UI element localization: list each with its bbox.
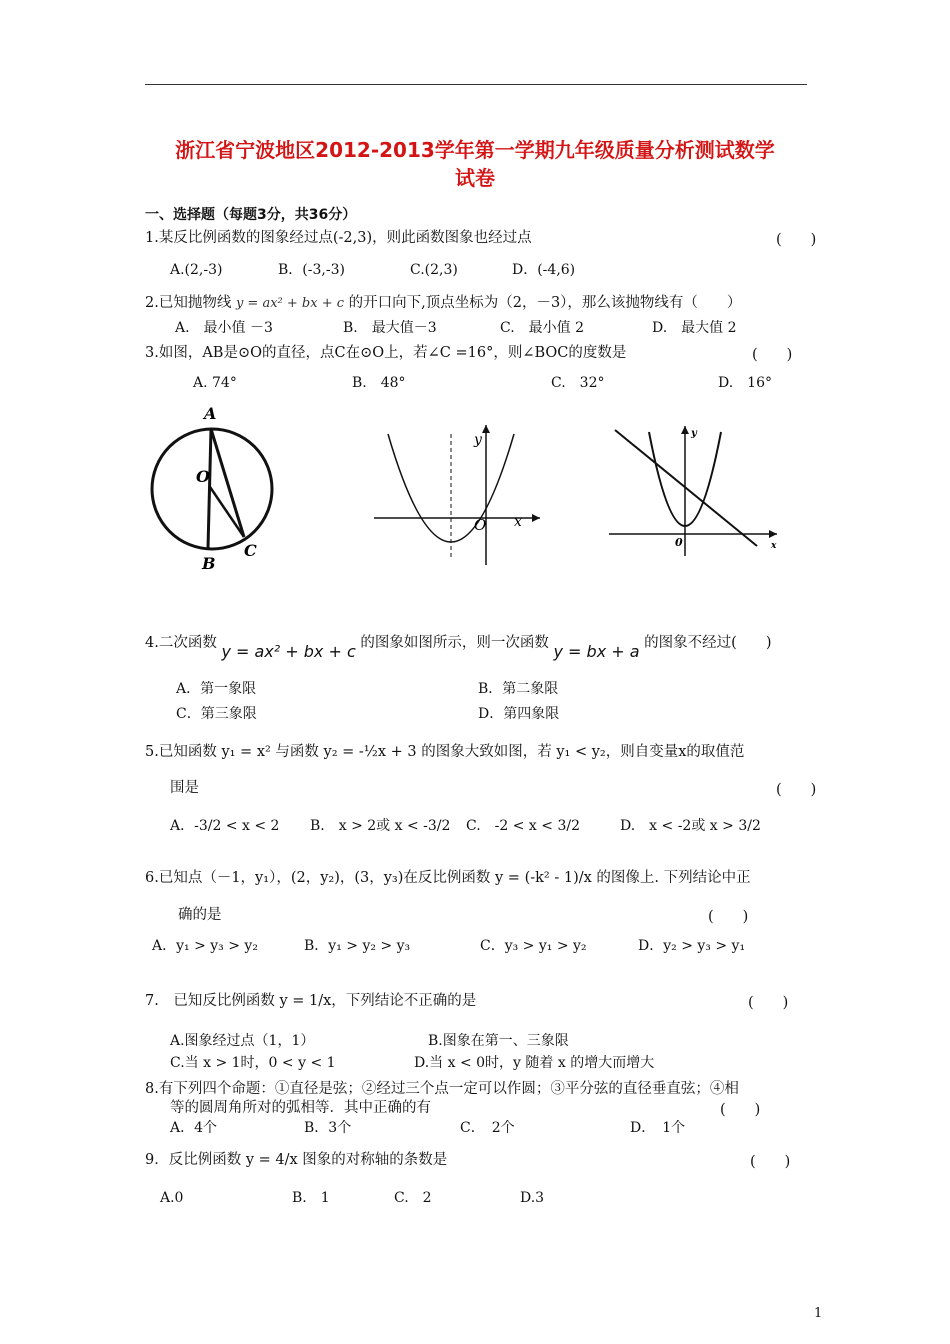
- q5-stem-line1: 5.已知函数 y₁ = x² 与函数 y₂ = -½x + 3 的图象大致如图，若 y₁ < y₂，则自变量x的取值范: [145, 744, 745, 760]
- q2-pre: 2.已知抛物线: [145, 295, 232, 311]
- q7-stem: 7. 已知反比例函数 y = 1/x，下列结论不正确的是: [145, 993, 477, 1009]
- q4-formula-quadratic: y = ax² + bx + c: [221, 642, 356, 661]
- q9-option-d: D.3: [520, 1190, 545, 1206]
- q4-option-d: D．第四象限: [478, 706, 560, 722]
- q7-option-b: B.图象在第一、三象限: [428, 1033, 569, 1049]
- q8-option-d: D． 1个: [630, 1120, 686, 1136]
- line-graph: [615, 430, 757, 546]
- q3-option-b: B. 48°: [352, 375, 406, 391]
- q4-option-a: A．第一象限: [176, 681, 257, 697]
- label-b: B: [202, 554, 216, 573]
- label-x: x: [771, 541, 777, 551]
- parabola-line-figure: [605, 420, 780, 560]
- q5-option-a: A．-3/2 < x < 2: [170, 818, 280, 834]
- q3-option-a: A. 74°: [193, 375, 237, 391]
- q8-option-a: A．4个: [170, 1120, 218, 1136]
- q9-option-b: B. 1: [292, 1190, 330, 1206]
- label-y: y: [691, 428, 697, 439]
- q6-stem-line1: 6.已知点（－1，y₁），(2，y₂)，(3，y₃)在反比例函数 y = (-k² - 1)/x 的图像上. 下列结论中正: [145, 870, 751, 886]
- q2-formula: y = ax² + bx + c: [235, 296, 344, 311]
- q4-mid: 的图象如图所示，则一次函数: [360, 635, 549, 651]
- q5-stem-line2: 围是: [170, 780, 199, 796]
- q9-stem: 9．反比例函数 y = 4/x 图象的对称轴的条数是: [145, 1152, 448, 1168]
- q1-option-b: B．(-3,-3): [278, 262, 345, 278]
- q5-option-c: C. -2 < x < 3/2: [466, 818, 580, 834]
- q5-answer-paren: ( ): [776, 782, 817, 798]
- label-x: x: [514, 514, 522, 530]
- q7-answer-paren: ( ): [748, 995, 789, 1011]
- q4-post: 的图象不经过( ): [644, 635, 772, 651]
- header-rule: [145, 84, 807, 85]
- y-arrow-icon: [482, 425, 490, 433]
- label-c: C: [244, 541, 257, 560]
- q3-stem: 3.如图，AB是⊙O的直径，点C在⊙O上，若∠C =16°，则∠BOC的度数是: [145, 345, 627, 361]
- q1-stem: 1.某反比例函数的图象经过点(-2,3)，则此函数图象也经过点: [145, 230, 532, 246]
- label-origin: O: [474, 516, 487, 534]
- q5-option-b: B. x > 2或 x < -3/2: [310, 818, 451, 834]
- label-o: O: [196, 467, 210, 486]
- segment-oc: [210, 487, 244, 537]
- label-origin: 0: [675, 536, 683, 549]
- q2-stem: [145, 293, 741, 314]
- q7-option-d: D.当 x < 0时，y 随着 x 的增大而增大: [414, 1055, 655, 1071]
- q4-option-b: B．第二象限: [478, 681, 559, 697]
- q9-option-c: C. 2: [394, 1190, 432, 1206]
- q7-option-c: C.当 x > 1时，0 < y < 1: [170, 1055, 336, 1071]
- q3-option-d: D. 16°: [718, 375, 772, 391]
- parabola-figure: [370, 420, 545, 570]
- chord-ac: [211, 429, 244, 537]
- circle-figure: [140, 400, 290, 580]
- q4-formula-linear: y = bx + a: [553, 642, 640, 661]
- q6-option-a: A．y₁ > y₃ > y₂: [152, 938, 258, 954]
- paper-title-line1: 浙江省宁波地区2012-2013学年第一学期九年级质量分析测试数学: [175, 138, 775, 162]
- q8-option-b: B．3个: [304, 1120, 352, 1136]
- q6-stem-line2: 确的是: [178, 907, 222, 923]
- q4-stem: [145, 632, 772, 661]
- q1-option-c: C.(2,3): [410, 262, 458, 278]
- label-a: A: [204, 404, 217, 423]
- q6-answer-paren: ( ): [708, 909, 749, 925]
- section-heading: 一、选择题（每题3分，共36分）: [145, 207, 357, 223]
- q5-option-d: D. x < -2或 x > 3/2: [620, 818, 761, 834]
- q8-option-c: C． 2个: [460, 1120, 515, 1136]
- q8-answer-paren: ( ): [720, 1102, 761, 1118]
- paper-title-line2: 试卷: [455, 166, 495, 190]
- q3-answer-paren: ( ): [752, 347, 793, 363]
- y-arrow-icon: [681, 426, 689, 434]
- q2-option-a: A. 最小值 －3: [175, 320, 273, 336]
- q2-option-c: C. 最小值 2: [500, 320, 585, 336]
- q4-option-c: C．第三象限: [176, 706, 257, 722]
- q2-option-d: D. 最大值 2: [652, 320, 737, 336]
- q2-option-b: B. 最大值－3: [343, 320, 437, 336]
- q8-stem-line1: 8.有下列四个命题：①直径是弦；②经过三个点一定可以作圆；③平分弦的直径垂直弦；④相: [145, 1081, 739, 1097]
- q6-option-d: D．y₂ > y₃ > y₁: [638, 938, 746, 954]
- page-number: 1: [814, 1306, 823, 1321]
- q1-answer-paren: ( ): [776, 232, 817, 248]
- q6-option-c: C．y₃ > y₁ > y₂: [480, 938, 587, 954]
- q9-answer-paren: ( ): [750, 1154, 791, 1170]
- q1-option-d: D．(-4,6): [512, 262, 576, 278]
- q9-option-a: A.0: [160, 1190, 184, 1206]
- x-arrow-icon: [532, 514, 540, 522]
- q2-post: 的开口向下,顶点坐标为（2，－3），那么该抛物线有（ ）: [348, 295, 742, 311]
- q3-option-c: C. 32°: [551, 375, 605, 391]
- q1-option-a: A.(2,-3): [170, 262, 223, 278]
- q6-option-b: B．y₁ > y₂ > y₃: [304, 938, 411, 954]
- label-y: y: [474, 432, 482, 448]
- q4-pre: 4.二次函数: [145, 635, 217, 651]
- q8-stem-line2: 等的圆周角所对的弧相等．其中正确的有: [170, 1100, 431, 1116]
- x-arrow-icon: [769, 530, 777, 538]
- q7-option-a: A.图象经过点（1，1）: [170, 1033, 315, 1049]
